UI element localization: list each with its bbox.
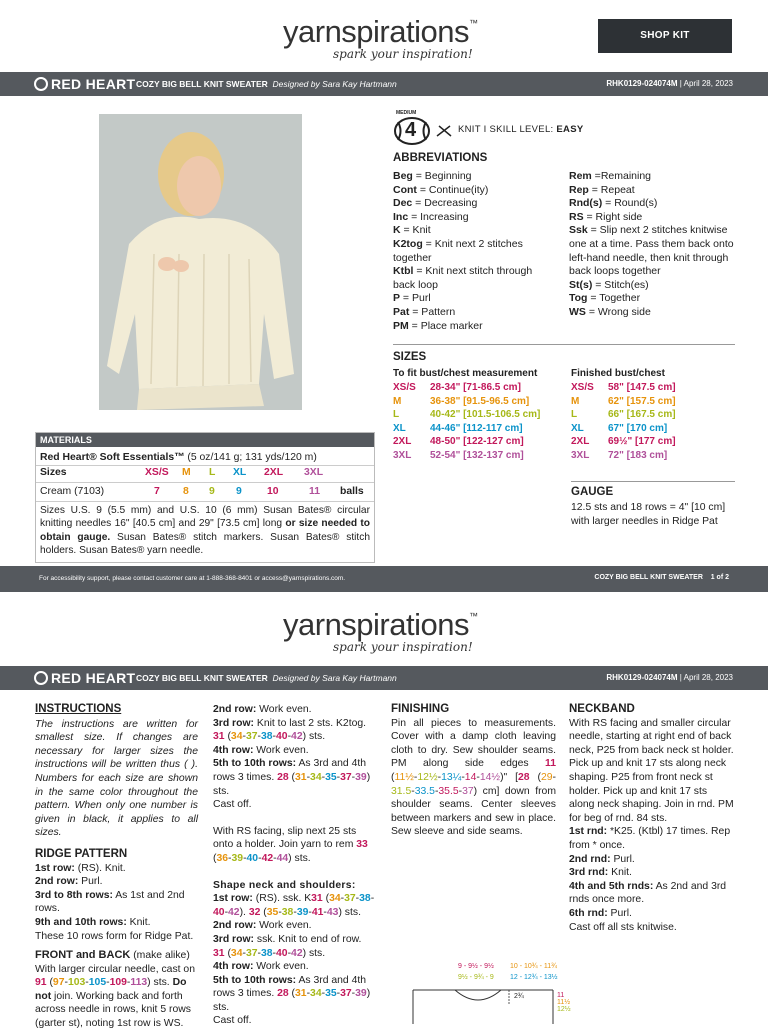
abbreviations-title: ABBREVIATIONS [393, 152, 488, 164]
finishing-column [391, 703, 556, 839]
abbreviations-left: Beg = Beginning Cont = Continue(ity) Dec = Decreasing Inc = Increasing K = Knit K2tog = Knit next 2 stitches together Ktbl = Knit next stitch through back loop P = Purl Pat = Pattern PM = Place marker [393, 170, 533, 332]
pattern-title: COZY BIG BELL KNIT SWEATER [136, 673, 268, 683]
fit-header: To fit bust/chest measurement [393, 368, 538, 379]
neckband-title: NECKBAND [569, 703, 635, 715]
materials-box [35, 432, 375, 563]
sizes-table: XS/S 28-34" [71-86.5 cm] M 36-38" [91.5-96.5 cm] L 40-42" [101.5-106.5 cm] XL 44-46" [112-117 cm] 2XL 48-50" [122-127 cm] 3XL 52-54" [132-137 cm] [393, 382, 541, 461]
ridge-title: RIDGE PATTERN [35, 847, 128, 860]
yarn-weight-icon [394, 116, 430, 146]
tagline: spark your inspiration! [333, 47, 473, 61]
diagram-label: 11 11½ 12½ [557, 992, 571, 1013]
red-heart-logo: RED HEART [34, 670, 135, 686]
materials-notes: Sizes U.S. 9 (5.5 mm) and U.S. 10 (6 mm) Susan Bates® circular knitting needles 16" [40.5 cm] and 29" [73.5 cm] long or size needed to obtain gauge. Susan Bates® stitch markers. Susan Bates® stitch holders. Susan Bates® yarn needle. [40, 505, 371, 557]
front-back-text: With larger circular needle, cast on 91 (97-103-105-109-113) sts. Do not join. Working back and forth across needle in rows, knit 5 rows (garter st), noting 1st row is WS. [35, 963, 195, 1030]
diagram-label: 2¾ [514, 993, 524, 1000]
red-heart-logo: RED HEART [34, 76, 135, 92]
instructions-title: INSTRUCTIONS [35, 703, 122, 715]
diagram-label: 9 - 9½ - 9½ [458, 963, 494, 970]
page-footer [0, 566, 768, 592]
weight-label: MEDIUM [396, 110, 417, 116]
ridge-rows: 1st row: (RS). Knit. 2nd row: Purl. 3rd to 8th rows: As 1st and 2nd rows. 9th and 10th rows: Knit. These 10 rows form for Ridge Pat. [35, 862, 194, 942]
sweater-photo [99, 114, 302, 410]
instructions-text: The instructions are written for smallest size. If changes are necessary for larger sizes the instructions will be written thus ( ). Numbers for each size are shown in the same color throughout the pattern. When only one number is given in black, it applies to all sizes. [35, 718, 198, 839]
finished-sizes: XS/S 58" [147.5 cm] M 62" [157.5 cm] L 66" [167.5 cm] XL 67" [170 cm] 2XL 69½" [177 cm] 3XL 72" [183 cm] [571, 382, 676, 461]
diagram-label: 12 - 12¾ - 13½ [510, 974, 558, 981]
pattern-title: COZY BIG BELL KNIT SWEATER [136, 79, 268, 89]
finishing-text: Pin all pieces to measurements. Cover with a damp cloth leaving cloth to dry. Sew shoulder seams. PM along side edges 11 (11½-12½-13¼-14-14½)" [28 (29-31.5-33.5-35.5-37) cm] down from shoulder seams. Center sleeves between markers and sew in place. Sew sleeve and side seams. [391, 717, 556, 838]
pattern-code: RHK0129-024074M [606, 79, 678, 88]
designer: Designed by Sara Kay Hartmann [272, 79, 397, 89]
diagram-label: 9½ - 9¾ - 9 [458, 974, 494, 981]
yarnspirations-logo[interactable]: yarnspirations™ [283, 14, 478, 49]
weight-number: 4 [405, 119, 417, 141]
accessibility-text: For accessibility support, please contact customer care at 1-888-368-8401 or access@yarnspirations.com. [39, 575, 346, 582]
gauge-text: 12.5 sts and 18 rows = 4" [10 cm] with larger needles in Ridge Pat [571, 502, 726, 527]
designer: Designed by Sara Kay Hartmann [272, 673, 397, 683]
pattern-date: April 28, 2023 [683, 79, 733, 88]
schematic-diagram [403, 960, 583, 1024]
neckband-column: NECKBAND With RS facing and smaller circular needle, starting at right end of back neck, P25 from back neck st holder. Pick up and knit 17 sts along neck shaping. P25 from front neck st holder. Pick up and knit 17 sts along neck shaping. Join in rnd. PM for beg of rnd. 84 sts. 1st rnd: *K25. (Ktbl) 17 times. Rep from * once. 2nd rnd: Purl. 3rd rnd: Knit. 4th and 5th rnds: As 2nd and 3rd rnds once more. 6th rnd: Purl. Cast off all sts knitwise. [569, 703, 734, 933]
instructions-column [35, 703, 198, 1031]
materials-title: MATERIALS [36, 433, 374, 447]
abbreviations-right: Rem =Remaining Rep = Repeat Rnd(s) = Round(s) RS = Right side Ssk = Slip next 2 stitches knitwise one at a time. Pass them back onto left-hand needle, then knit through back loops together St(s) = Stitch(es) Tog = Together WS = Wrong side [569, 170, 734, 318]
materials-color-row: Cream (7103) 7 8 9 9 10 11 balls [36, 483, 374, 502]
materials-sizes-row: Sizes XS/S M L XL 2XL 3XL [36, 466, 374, 483]
footer-title-page: COZY BIG BELL KNIT SWEATER 1 of 2 [594, 574, 729, 581]
divider [393, 344, 735, 345]
finishing-title: FINISHING [391, 703, 450, 715]
pattern-code: RHK0129-024074M [606, 673, 678, 682]
finished-header: Finished bust/chest [571, 368, 665, 379]
pattern-date: April 28, 2023 [683, 673, 733, 682]
pattern-header-bar: RED HEART COZY BIG BELL KNIT SWEATER Designed by Sara Kay Hartmann RHK0129-024074M | April 28, 2023 [0, 666, 768, 690]
sizes-title: SIZES [393, 351, 427, 363]
shaping-column: 2nd row: Work even. 3rd row: Knit to last 2 sts. K2tog. 31 (34-37-38-40-42) sts. 4th row: Work even. 5th to 10th rows: As 3rd and 4th rows 3 times. 28 (31-34-35-37-39) sts. Cast off. With RS facing, slip next 25 sts onto a holder. Join yarn to rem 33 (36-39-40-42-44) sts. Shape neck and shoulders: 1st row: (RS). ssk. K31 (34-37-38-40-42). 32 (35-38-39-41-43) sts. 2nd row: Work even. 3rd row: ssk. Knit to end of row. 31 (34-37-38-40-42) sts. 4th row: Work even. 5th to 10th rows: As 3rd and 4th rows 3 times. 28 (31-34-35-37-39) sts. Cast off. [213, 704, 375, 1027]
shop-kit-button[interactable]: SHOP KIT [598, 19, 732, 53]
divider [571, 481, 735, 482]
knit-needles-icon [436, 124, 452, 136]
diagram-label: 10 - 10¾ - 11¾ [510, 963, 557, 970]
yarnspirations-logo[interactable]: yarnspirations™ [283, 607, 478, 642]
front-back-section: FRONT and BACK (make alike) [35, 949, 190, 962]
skill-level: KNIT I SKILL LEVEL: EASY [458, 124, 584, 135]
materials-yarn: Red Heart® Soft Essentials™ (5 oz/141 g; 131 yds/120 m) [36, 447, 374, 466]
neckband-text: With RS facing and smaller circular needle, starting at right end of back neck, P25 from back neck st holder. Pick up and knit 17 sts along neck shaping. P25 from front neck st holder. Pick up and knit 17 sts along neck shaping. Join in rnd. PM for beg of rnd. 84 sts. [569, 717, 734, 824]
pattern-header-bar: RED HEART COZY BIG BELL KNIT SWEATER Designed by Sara Kay Hartmann RHK0129-024074M | April 28, 2023 [0, 72, 768, 96]
model-illustration [99, 114, 302, 410]
gauge-title: GAUGE [571, 486, 614, 498]
tagline: spark your inspiration! [333, 640, 473, 654]
